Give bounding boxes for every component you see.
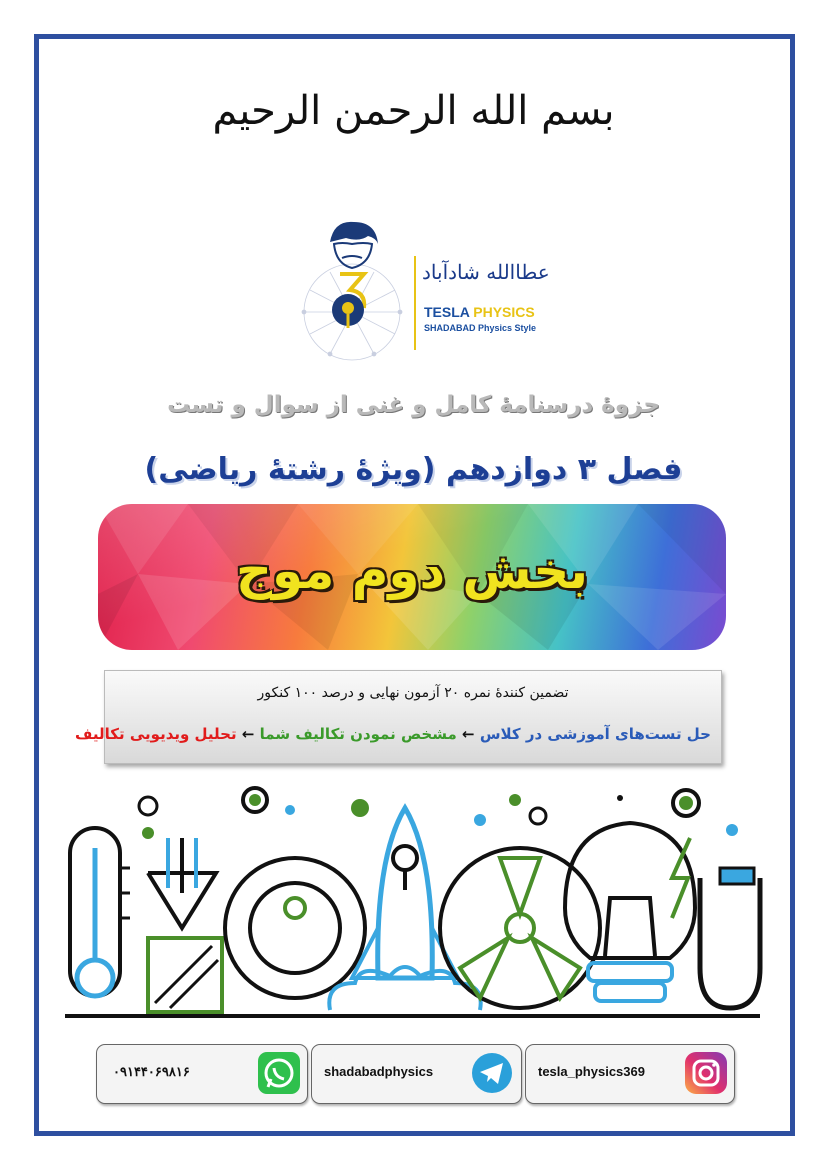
instagram-icon — [684, 1051, 728, 1095]
whatsapp-icon — [257, 1051, 301, 1095]
thermometer-icon — [70, 828, 130, 996]
instagram-contact[interactable] — [525, 1044, 735, 1104]
section-title: بخش دوم موج — [235, 542, 589, 600]
telegram-username: shadabadphysics — [324, 1064, 434, 1079]
logo-name-fa: عطاالله شادآباد — [422, 260, 550, 284]
process-steps — [75, 725, 711, 743]
step-arrow-2: ← — [236, 725, 260, 743]
logo-tagline: SHADABAD Physics Style — [424, 323, 537, 333]
basmala-calligraphy: بسم الله الرحمن الرحيم — [212, 88, 615, 134]
whatsapp-contact[interactable] — [96, 1044, 308, 1104]
step-class-tests: حل تست‌های آموزشی در کلاس — [479, 725, 711, 743]
science-illustration — [60, 778, 765, 1023]
whatsapp-number: ۰۹۱۴۴۰۶۹۸۱۶ — [113, 1064, 190, 1079]
brand-word-tesla: TESLA — [424, 304, 470, 320]
gear-icon — [225, 858, 365, 998]
step-arrow-1: ← — [456, 725, 480, 743]
telegram-icon — [470, 1051, 514, 1095]
down-arrow-icon — [148, 838, 222, 1012]
atom-icon — [440, 848, 600, 1008]
instagram-username: tesla_physics369 — [538, 1064, 645, 1079]
guarantee-text: تضمین کنندهٔ نمره ۲۰ آزمون نهایی و درصد ۱۰۰ کنکور — [257, 685, 569, 701]
document-subtitle: جزوهٔ درسنامهٔ کامل و غنی از سوال و تست — [167, 392, 660, 418]
brand-word-physics: PHYSICS — [473, 304, 535, 320]
tesla-portrait-icon — [330, 222, 378, 268]
step-assign-homework: مشخص نمودن تکالیف شما — [259, 725, 457, 743]
decorative-dots — [139, 788, 738, 839]
chapter-title: فصل ۳ دوازدهم (ویژهٔ رشتهٔ ریاضی) — [144, 452, 683, 487]
logo-brand — [424, 304, 535, 320]
info-box — [75, 670, 722, 764]
section-banner — [98, 504, 726, 650]
step-video-analysis: تحلیل ویدیویی تکالیف — [75, 725, 237, 743]
magnet-icon — [700, 868, 760, 1008]
tesla-physics-logo — [290, 212, 550, 362]
logo-divider — [414, 256, 416, 350]
telegram-contact[interactable] — [311, 1044, 522, 1104]
